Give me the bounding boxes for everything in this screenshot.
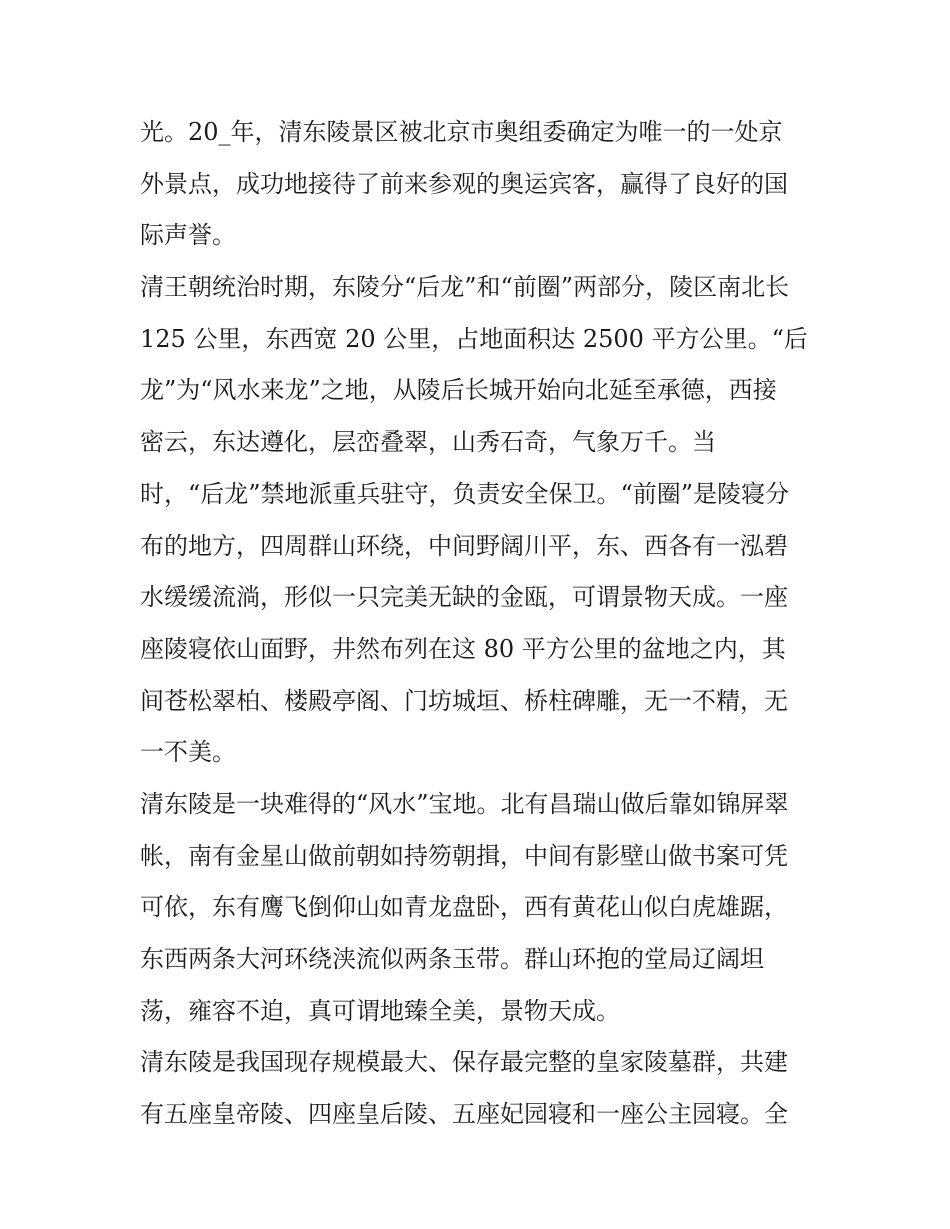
text-line: 清东陵是一块难得的“风水”宝地。北有昌瑞山做后靠如锦屏翠 bbox=[140, 789, 789, 818]
text-line: 有五座皇帝陵、四座皇后陵、五座妃园寝和一座公主园寝。全 bbox=[140, 1100, 788, 1129]
text-line: 可依，东有鹰飞倒仰山如青龙盘卧，西有黄花山似白虎雄踞， bbox=[140, 893, 788, 922]
body-text bbox=[140, 107, 815, 1141]
text-line: 清王朝统治时期，东陵分“后龙”和“前圈”两部分，陵区南北长 bbox=[140, 273, 790, 302]
text-line: 时，“后龙”禁地派重兵驻守，负责安全保卫。“前圈”是陵寝分 bbox=[140, 479, 790, 508]
text-line: 龙”为“风水来龙”之地，从陵后长城开始向北延至承德，西接 bbox=[140, 376, 777, 405]
text-line: 外景点，成功地接待了前来参观的奥运宾客，赢得了良好的国 bbox=[140, 169, 788, 198]
text-line: 帐，南有金星山做前朝如持笏朝揖，中间有影壁山做书案可凭 bbox=[140, 841, 788, 870]
text-line: 际声誉。 bbox=[140, 221, 236, 250]
text-line: 125 公里，东西宽 20 公里，占地面积达 2500 平方公里。“后 bbox=[140, 324, 808, 353]
text-line: 一不美。 bbox=[140, 738, 236, 767]
text-line: 东西两条大河环绕浃流似两条玉带。群山环抱的堂局辽阔坦 bbox=[140, 945, 764, 973]
text-line: 光。20_年，清东陵景区被北京市奥组委确定为唯一的一处京 bbox=[140, 118, 783, 146]
text-line: 密云，东达遵化，层峦叠翠，山秀石奇，气象万千。当 bbox=[140, 428, 716, 457]
text-line: 清东陵是我国现存规模最大、保存最完整的皇家陵墓群，共建 bbox=[140, 1048, 788, 1077]
text-line: 布的地方，四周群山环绕，中间野阔川平，东、西各有一泓碧 bbox=[140, 531, 788, 560]
text-line: 座陵寝依山面野，井然布列在这 80 平方公里的盆地之内，其 bbox=[140, 634, 786, 663]
text-line: 水缓缓流淌，形似一只完美无缺的金瓯，可谓景物天成。一座 bbox=[140, 583, 788, 612]
text-line: 间苍松翠柏、楼殿亭阁、门坊城垣、桥柱碑雕，无一不精，无 bbox=[140, 686, 788, 715]
text-line: 荡，雍容不迫，真可谓地臻全美，景物天成。 bbox=[140, 996, 620, 1025]
